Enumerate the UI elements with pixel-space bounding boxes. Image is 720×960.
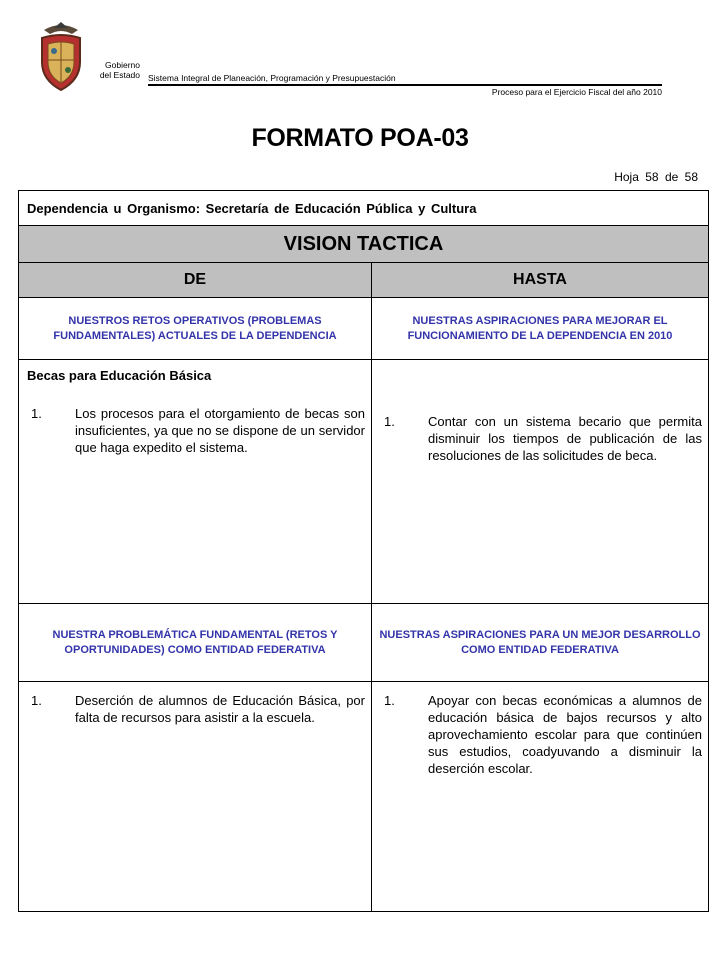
process-label: Proceso para el Ejercicio Fiscal del año 2010 (491, 87, 662, 97)
dependency-cell: Dependencia u Organismo: Secretaría de Educación Pública y Cultura (19, 191, 709, 226)
section1-left-header: NUESTROS RETOS OPERATIVOS (PROBLEMAS FUNDAMENTALES) ACTUALES DE LA DEPENDENCIA (19, 298, 372, 360)
government-line-1: Gobierno (105, 60, 140, 70)
section1-left-item (19, 405, 371, 456)
section2-right-cell (372, 682, 709, 912)
item-text: Contar con un sistema becario que permita disminuir los tiempos de publicación de las resoluciones de las solicitudes de beca. (428, 414, 702, 463)
state-coat-of-arms-icon (36, 18, 86, 96)
section1-right-header: NUESTRAS ASPIRACIONES PARA MEJORAR EL FUNCIONAMIENTO DE LA DEPENDENCIA EN 2010 (372, 298, 709, 360)
sheet-page: 58 (645, 170, 659, 184)
item-text: Deserción de alumnos de Educación Básica, por falta de recursos para asistir a la escuela. (75, 693, 365, 725)
section1-subtitle: Becas para Educación Básica (27, 368, 212, 383)
item-text: Apoyar con becas económicas a alumnos de educación básica de bajos recursos y alto aprovechamiento escolar para que continúen sus estudios, coadyuvando a disminuir la deserción escolar. (428, 693, 702, 776)
item-number: 1. (31, 693, 42, 708)
vision-header: VISION TACTICA (19, 226, 709, 263)
sheet-total: 58 (684, 170, 698, 184)
section2-left-header: NUESTRA PROBLEMÁTICA FUNDAMENTAL (RETOS Y OPORTUNIDADES) COMO ENTIDAD FEDERATIVA (19, 604, 372, 682)
item-number: 1. (384, 693, 395, 708)
sheet-label: Hoja (614, 170, 639, 184)
vision-table (18, 190, 709, 912)
system-name: Sistema Integral de Planeación, Programación y Presupuestación (148, 73, 396, 83)
column-header-from: DE (19, 263, 372, 298)
section1-right-cell (372, 360, 709, 604)
sheet-indicator (614, 170, 698, 184)
section2-right-header: NUESTRAS ASPIRACIONES PARA UN MEJOR DESARROLLO COMO ENTIDAD FEDERATIVA (372, 604, 709, 682)
item-number: 1. (384, 414, 395, 429)
section2-right-item (372, 692, 708, 777)
column-header-to: HASTA (372, 263, 709, 298)
section1-left-cell (19, 360, 372, 604)
item-number: 1. (31, 406, 42, 421)
government-line-2: del Estado (99, 70, 140, 80)
government-label (90, 60, 140, 80)
header-divider (148, 84, 662, 86)
item-text: Los procesos para el otorgamiento de becas son insuficientes, ya que no se dispone de un servidor que haga expedito el sistema. (75, 406, 365, 455)
section2-left-cell (19, 682, 372, 912)
page-title: FORMATO POA-03 (251, 124, 469, 152)
sheet-of: de (664, 170, 679, 184)
section2-left-item (19, 692, 371, 726)
section1-right-item (372, 413, 708, 464)
